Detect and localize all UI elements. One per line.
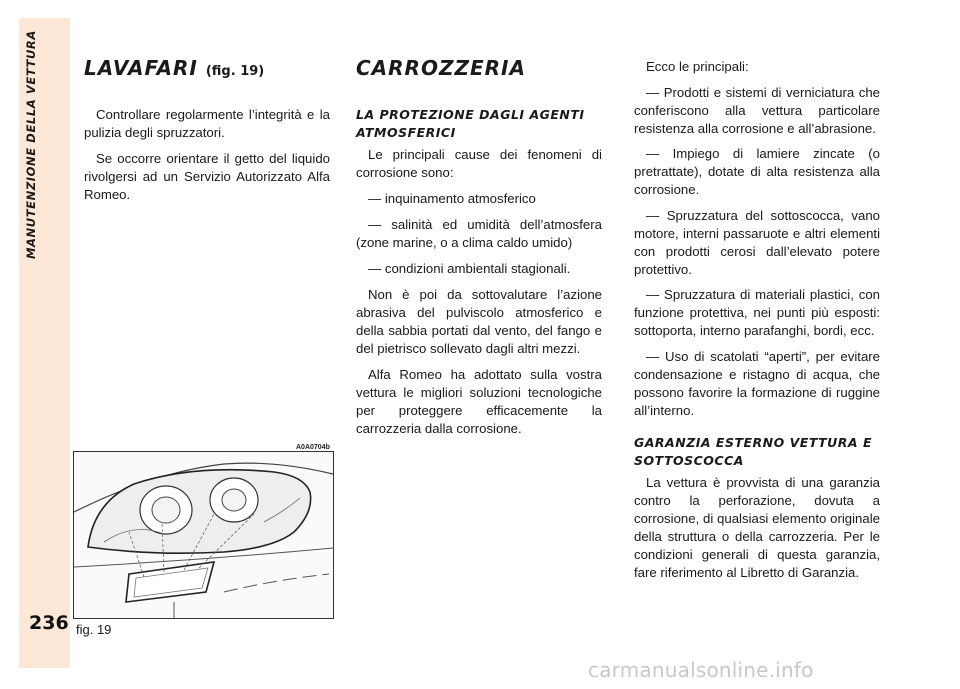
subsection-title: LA PROTEZIONE DAGLI AGENTI ATMOSFERICI (356, 107, 585, 140)
section-title-carrozzeria: CARROZZERIA (356, 56, 526, 80)
headlamp-drawing (74, 452, 333, 618)
figure-code: A0A0704b (296, 444, 330, 451)
paragraph: Alfa Romeo ha adottato sulla vostra vettura le migliori soluzioni tecnologiche per proteggere efficacemente la carrozzeria dalla corrosione. (356, 367, 602, 436)
title-text: LAVAFARI (84, 56, 198, 80)
subsection-title-garanzia: GARANZIA ESTERNO VETTURA E SOTTOSCOCCA (634, 434, 872, 468)
column-protezione (634, 58, 880, 589)
page-number: 236 (29, 612, 69, 634)
headlamp-illustration (73, 451, 334, 619)
paragraph: Controllare regolarmente l’integrità e la pulizia degli spruzzatori. (84, 107, 330, 140)
paragraph: Le principali cause dei fenomeni di corrosione sono: (356, 147, 602, 180)
list-item: — Spruzzatura di materiali plastici, con funzione protettiva, nei punti più esposti: sottoporta, interno parafanghi, bordi, ecc. (634, 287, 880, 338)
watermark: carmanualsonline.info (588, 658, 814, 682)
list-item: — salinità ed umidità dell’atmosfera (zone marine, o a clima caldo umido) (356, 217, 602, 250)
list-item: — inquinamento atmosferico (368, 191, 536, 206)
section-title-lavafari (84, 56, 330, 84)
chapter-side-title: MANUTENZIONE DELLA VETTURA (24, 30, 38, 259)
figure-caption: fig. 19 (76, 622, 112, 637)
list-item: — Uso di scatolati “aperti”, per evitare condensazione e ristagno di acqua, che possono favorire la formazione di ruggine all’interno. (634, 348, 880, 418)
list-item: — Spruzzatura del sottoscocca, vano motore, interni passaruote e altri elementi con prodotti cerosi dall’elevato potere protettivo. (634, 207, 880, 277)
paragraph: Non è poi da sottovalutare l’azione abrasiva del pulviscolo atmosferico e della sabbia portati dal vento, del fango e del pietrisco sollevato dagli altri mezzi. (356, 287, 602, 356)
column-lavafari (84, 56, 330, 212)
list-item: — condizioni ambientali stagionali. (368, 261, 571, 276)
column-carrozzeria (356, 56, 602, 446)
figure-reference: (fig. 19) (205, 64, 265, 79)
paragraph: Se occorre orientare il getto del liquido rivolgersi ad un Servizio Autorizzato Alfa Romeo. (84, 151, 330, 202)
list-item: — Impiego di lamiere zincate (o pretrattate), dotate di alta resistenza alla corrosione. (634, 146, 880, 197)
paragraph: Ecco le principali: (646, 59, 749, 74)
list-item: — Prodotti e sistemi di verniciatura che conferiscono alla vettura particolare resistenza alla corrosione e all’abrasione. (634, 84, 880, 136)
paragraph: La vettura è provvista di una garanzia contro la perforazione, dovuta a corrosione, di qualsiasi elemento originale della struttura o della carrozzeria. Per le condizioni generali di questa garanzia, fare riferimento al Libretto di Garanzia. (634, 474, 880, 580)
